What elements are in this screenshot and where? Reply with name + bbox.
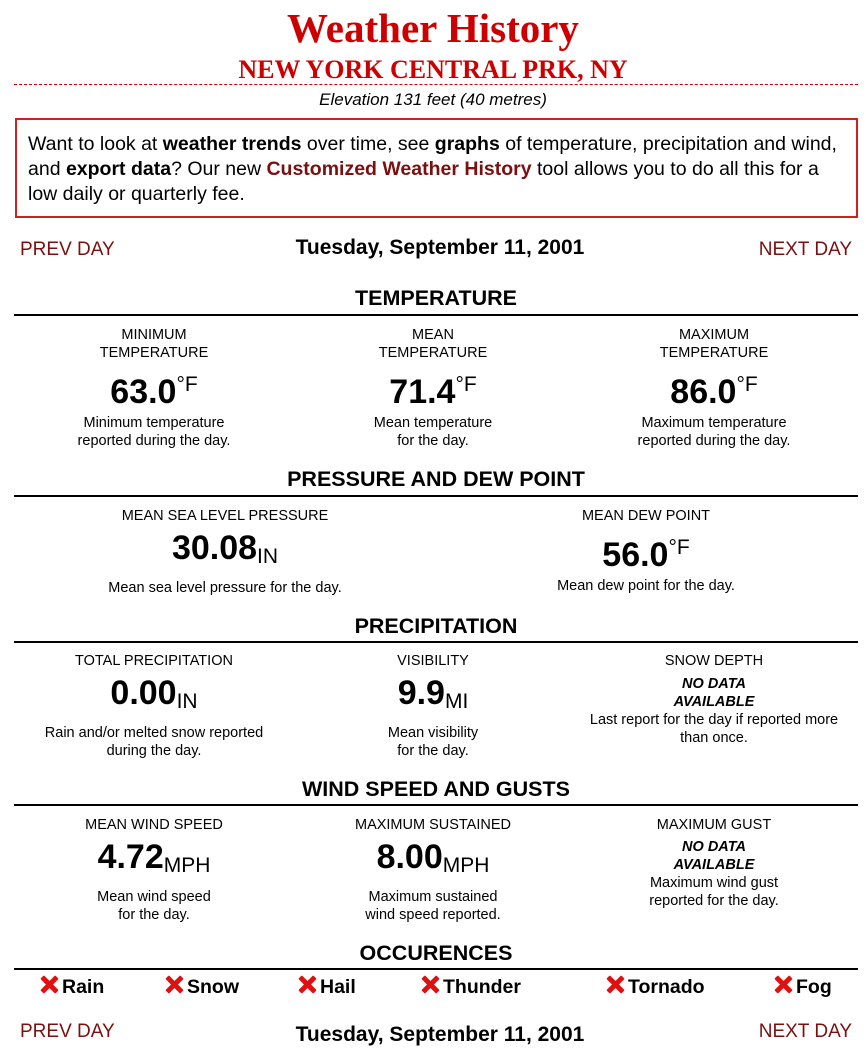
station-name: NEW YORK CENTRAL PRK, NY xyxy=(238,55,628,84)
next-day-link-bottom[interactable]: NEXT DAY xyxy=(758,1021,852,1042)
section-heading-precipitation: PRECIPITATION xyxy=(354,614,518,638)
promo-export-data: export data xyxy=(65,158,172,180)
occurrence-rain: Rain xyxy=(40,975,104,999)
mean-temperature-cell: MEAN TEMPERATURE $71.4^{^\circ F}$ Mean temperature for the day. xyxy=(323,326,543,450)
visibility-cell: VISIBILITY 9.9MI Mean visibility for the day. xyxy=(333,652,533,760)
red-x-icon xyxy=(606,975,625,994)
mean-temperature-value: $71.4^{^\circ F}$ xyxy=(389,373,477,411)
max-gust-cell: MAXIMUM GUST NO DATA AVAILABLE Maximum wind gust reported for the day. xyxy=(604,816,824,910)
section-heading-temperature: TEMPERATURE xyxy=(354,286,518,310)
total-precipitation-cell: TOTAL PRECIPITATION 0.00IN Rain and/or melted snow reported during the day. xyxy=(24,652,284,760)
occurrence-thunder: Thunder xyxy=(421,975,521,999)
max-sustained-wind-value: 8.00MPH xyxy=(376,838,490,877)
elevation-text: Elevation 131 feet (40 metres) xyxy=(319,90,547,109)
customized-weather-history-link[interactable]: Customized Weather History xyxy=(266,158,532,180)
promo-weather-trends: weather trends xyxy=(162,133,302,155)
next-day-link[interactable]: NEXT DAY xyxy=(758,239,852,260)
section-heading-occurences: OCCURENCES xyxy=(359,941,513,965)
section-divider xyxy=(14,968,858,970)
total-precipitation-value: 0.00IN xyxy=(110,674,198,713)
occurrence-fog: Fog xyxy=(774,975,832,999)
no-data-label: AVAILABLE xyxy=(673,857,755,873)
mean-wind-speed-value: 4.72MPH xyxy=(97,838,211,877)
red-x-icon xyxy=(165,975,184,994)
dew-point-value: $56.0^{^\circ F}$ xyxy=(602,536,690,574)
min-temperature-value: $63.0^{^\circ F}$ xyxy=(110,373,198,411)
visibility-value: 9.9MI xyxy=(397,674,469,713)
no-data-label: NO DATA xyxy=(682,676,746,692)
page-title: Weather History xyxy=(287,5,579,51)
red-x-icon xyxy=(298,975,317,994)
snow-depth-cell: SNOW DEPTH NO DATA AVAILABLE Last report for the day if reported more than once. xyxy=(564,652,864,747)
promo-graphs: graphs xyxy=(434,133,500,155)
section-heading-wind: WIND SPEED AND GUSTS xyxy=(302,777,570,801)
red-x-icon xyxy=(421,975,440,994)
no-data-label: NO DATA xyxy=(682,839,746,855)
prev-day-link[interactable]: PREV DAY xyxy=(20,239,115,260)
sea-level-pressure-cell: MEAN SEA LEVEL PRESSURE 30.08IN Mean sea level pressure for the day. xyxy=(75,507,375,597)
max-temperature-value: $86.0^{^\circ F}$ xyxy=(670,373,758,411)
section-divider xyxy=(14,495,858,497)
title-divider xyxy=(14,84,858,85)
dew-point-cell: MEAN DEW POINT $56.0^{^\circ F}$ Mean dew point for the day. xyxy=(496,507,796,595)
no-data-label: AVAILABLE xyxy=(673,694,755,710)
red-x-icon xyxy=(40,975,59,994)
min-temperature-cell: MINIMUM TEMPERATURE $63.0^{^\circ F}$ Minimum temperature reported during the day. xyxy=(44,326,264,450)
prev-day-link-bottom[interactable]: PREV DAY xyxy=(20,1021,115,1042)
section-divider xyxy=(14,804,858,806)
promo-box: Want to look at weather trends over time, see graphs of temperature, precipitation and wind, and export data? Our new Customized Weather History tool allows you to do all this for a low daily or quarterly fee. xyxy=(15,118,858,218)
max-sustained-wind-cell: MAXIMUM SUSTAINED 8.00MPH Maximum sustained wind speed reported. xyxy=(323,816,543,924)
occurrence-tornado: Tornado xyxy=(606,975,705,999)
occurrence-hail: Hail xyxy=(298,975,356,999)
occurrence-snow: Snow xyxy=(165,975,239,999)
date-heading-bottom: Tuesday, September 11, 2001 xyxy=(295,1023,585,1046)
red-x-icon xyxy=(774,975,793,994)
section-heading-pressure: PRESSURE AND DEW POINT xyxy=(287,467,585,491)
sea-level-pressure-value: 30.08IN xyxy=(171,529,279,568)
date-heading: Tuesday, September 11, 2001 xyxy=(295,236,585,259)
section-divider xyxy=(14,314,858,316)
mean-wind-speed-cell: MEAN WIND SPEED 4.72MPH Mean wind speed for the day. xyxy=(54,816,254,924)
section-divider xyxy=(14,641,858,643)
max-temperature-cell: MAXIMUM TEMPERATURE $86.0^{^\circ F}$ Maximum temperature reported during the day. xyxy=(604,326,824,450)
